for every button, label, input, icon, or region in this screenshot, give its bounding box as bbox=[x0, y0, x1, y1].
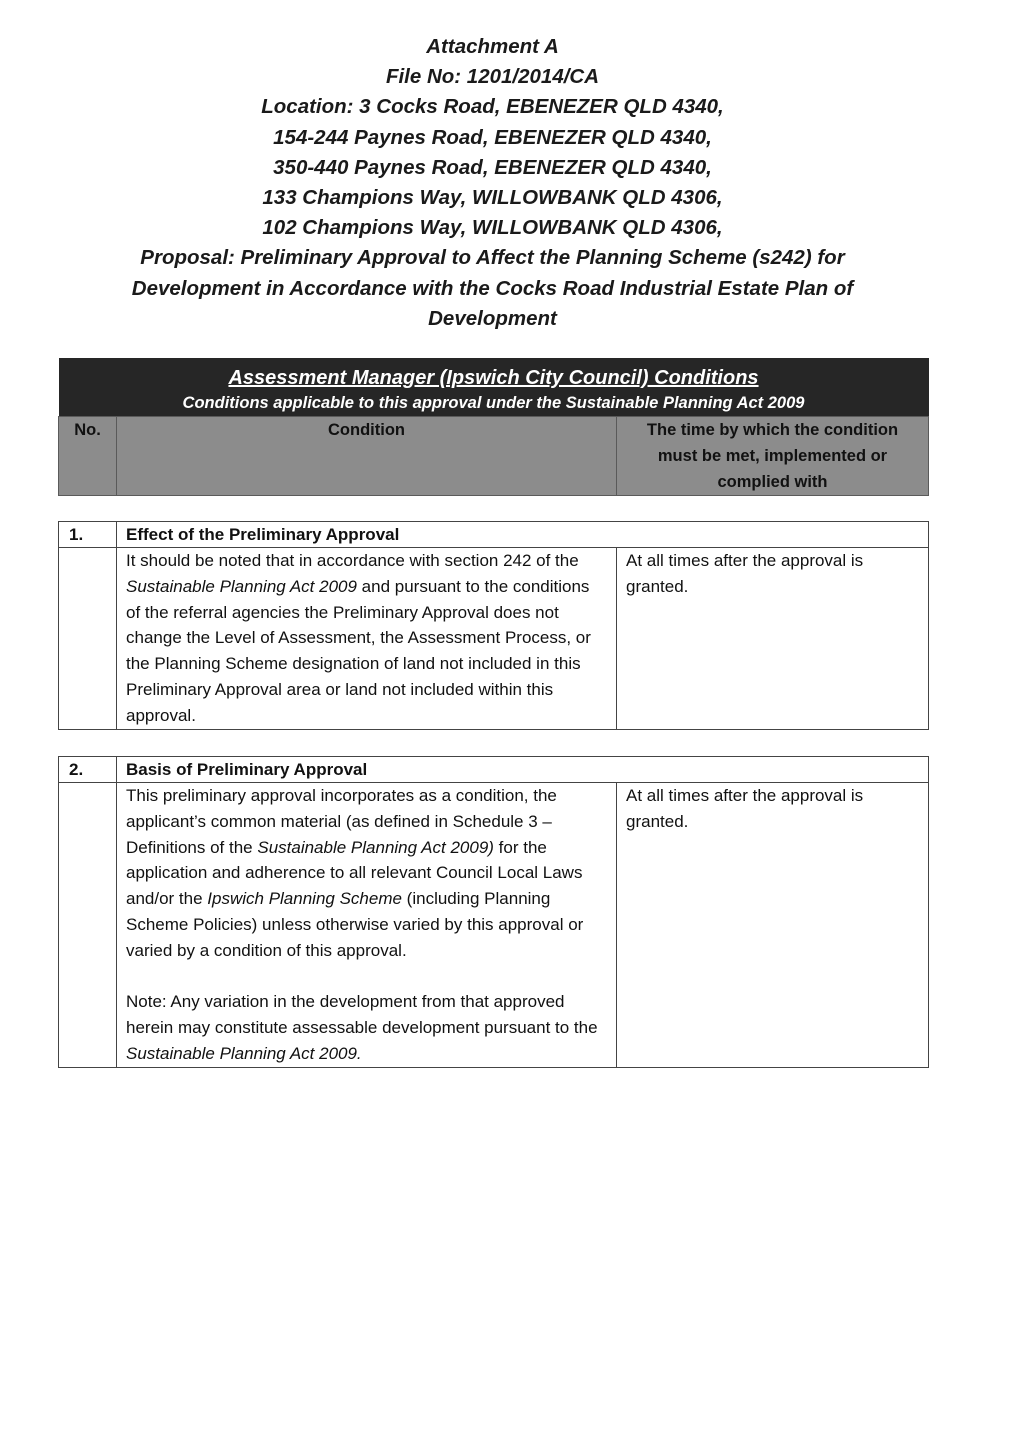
body-text: and pursuant to the conditions of the referral agencies the Preliminary Approval does not change the Level of Assessment, the Assessment Process, or the Planning Scheme designation of land not included in this Preliminary Approval area or land not included within this approval. bbox=[126, 576, 591, 725]
act-name: Sustainable Planning Act 2009) bbox=[257, 837, 494, 857]
body-text: (including Planning Scheme Policies) unless otherwise varied by this approval or varied by a condition of this approval. bbox=[126, 889, 584, 960]
attachment-title: Attachment A bbox=[426, 35, 559, 58]
location-line: 102 Champions Way, WILLOWBANK QLD 4306, bbox=[262, 216, 723, 240]
location-line: 350-440 Paynes Road, EBENEZER QLD 4340, bbox=[273, 155, 712, 179]
empty-cell bbox=[59, 548, 117, 730]
location-line: 133 Champions Way, WILLOWBANK QLD 4306, bbox=[262, 186, 723, 210]
condition-body bbox=[117, 783, 617, 1068]
condition-heading: Effect of the Preliminary Approval bbox=[117, 522, 929, 548]
condition-2-table bbox=[58, 756, 929, 1068]
condition-body bbox=[117, 548, 617, 730]
condition-note bbox=[126, 989, 607, 1066]
condition-timing: At all times after the approval is granted. bbox=[617, 783, 929, 1068]
file-number: File No: 1201/2014/CA bbox=[385, 65, 600, 89]
empty-cell bbox=[59, 783, 117, 1068]
location-line: 154-244 Paynes Road, EBENEZER QLD 4340, bbox=[273, 125, 712, 149]
column-header-time: The time by which the condition must be met, implemented or complied with bbox=[617, 417, 929, 496]
proposal-text: Proposal: Preliminary Approval to Affect the Planning Scheme (s242) for Development in Accordance with the Cocks Road Industrial Estate Plan of Development bbox=[131, 246, 854, 330]
note-text: Note: Any variation in the development from that approved herein may constitute assessable development pursuant to the bbox=[126, 992, 598, 1038]
body-text: for the application and adherence to all relevant Council Local Laws and/or the bbox=[126, 837, 583, 909]
body-text: This preliminary approval incorporates as a condition, the applicant’s common material (as defined in Schedule 3 – Definitions of the bbox=[126, 786, 557, 857]
condition-number: 2. bbox=[59, 757, 117, 783]
body-text: It should be noted that in accordance with section 242 of the bbox=[126, 551, 579, 570]
table-subtitle: Conditions applicable to this approval under the Sustainable Planning Act 2009 bbox=[59, 390, 929, 417]
conditions-table-header bbox=[58, 358, 929, 496]
condition-number: 1. bbox=[59, 522, 117, 548]
condition-timing: At all times after the approval is granted. bbox=[617, 548, 929, 730]
location-line: Location: 3 Cocks Road, EBENEZER QLD 4340, bbox=[261, 95, 724, 119]
column-header-condition: Condition bbox=[117, 417, 617, 496]
act-name: Sustainable Planning Act 2009. bbox=[126, 1043, 362, 1063]
condition-heading: Basis of Preliminary Approval bbox=[117, 757, 929, 783]
document-title-block bbox=[90, 32, 895, 334]
act-name: Sustainable Planning Act 2009 bbox=[126, 576, 357, 596]
condition-1-table bbox=[58, 521, 929, 730]
table-title: Assessment Manager (Ipswich City Council) Conditions bbox=[59, 358, 929, 390]
planning-scheme-name: Ipswich Planning Scheme bbox=[207, 889, 402, 909]
column-header-no: No. bbox=[59, 417, 117, 496]
